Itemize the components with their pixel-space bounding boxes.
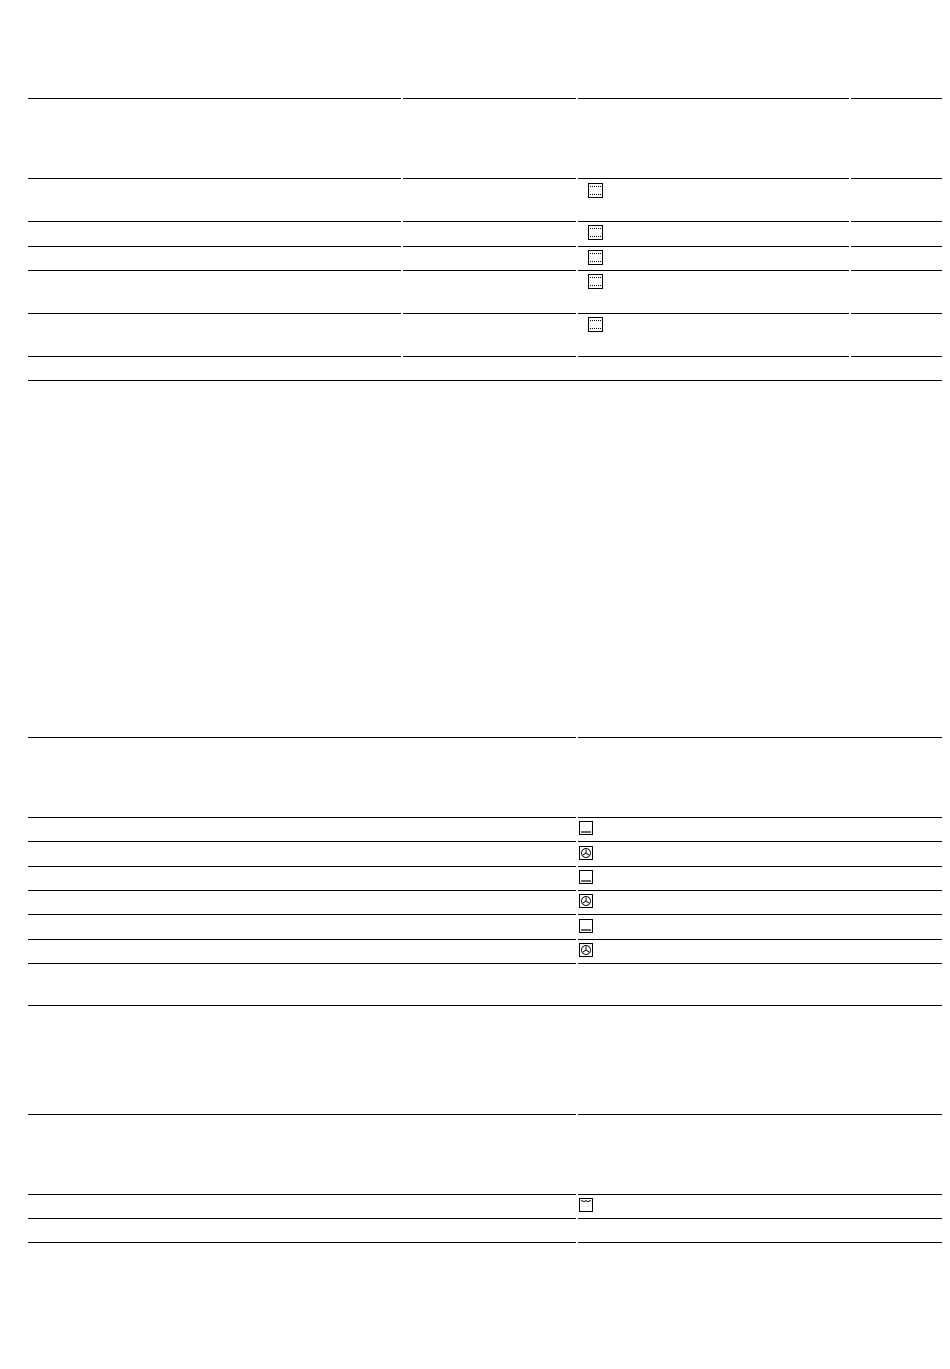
table-row (28, 313, 942, 314)
oven-bottom-heat-icon (579, 821, 593, 835)
table-row (28, 963, 942, 964)
oven-grill-icon (579, 1198, 593, 1212)
table-row (28, 841, 942, 842)
table-row (28, 866, 942, 867)
table-2-header-rule (28, 817, 942, 818)
column-gap (401, 97, 403, 357)
table-row (28, 356, 942, 357)
column-gap (576, 736, 578, 964)
oven-top-bottom-heat-icon (588, 250, 603, 265)
oven-top-bottom-heat-icon (588, 274, 603, 289)
table-row (28, 270, 942, 271)
oven-hot-air-fan-icon (579, 894, 593, 908)
table-row (28, 1218, 942, 1219)
table-1-top-rule (28, 98, 942, 99)
table-3-top-rule (28, 1114, 942, 1115)
table-row (28, 914, 942, 915)
table-1-bottom-rule (28, 380, 942, 381)
table-row (28, 890, 942, 891)
oven-top-bottom-heat-icon (588, 317, 603, 332)
oven-bottom-heat-icon (579, 870, 593, 884)
oven-top-bottom-heat-icon (588, 183, 603, 198)
table-row (28, 1005, 942, 1006)
oven-bottom-heat-icon (579, 919, 593, 933)
column-gap (576, 1113, 578, 1243)
table-1-header-rule (28, 178, 942, 179)
oven-hot-air-fan-icon (579, 846, 593, 860)
table-row (28, 939, 942, 940)
table-3-header-rule (28, 1194, 942, 1195)
column-gap (849, 97, 851, 357)
oven-top-bottom-heat-icon (588, 225, 603, 240)
table-3-bottom-rule (28, 1242, 942, 1243)
column-gap (576, 97, 578, 357)
oven-hot-air-fan-icon (579, 943, 593, 957)
table-row (28, 221, 942, 222)
table-2-top-rule (28, 737, 942, 738)
table-row (28, 246, 942, 247)
